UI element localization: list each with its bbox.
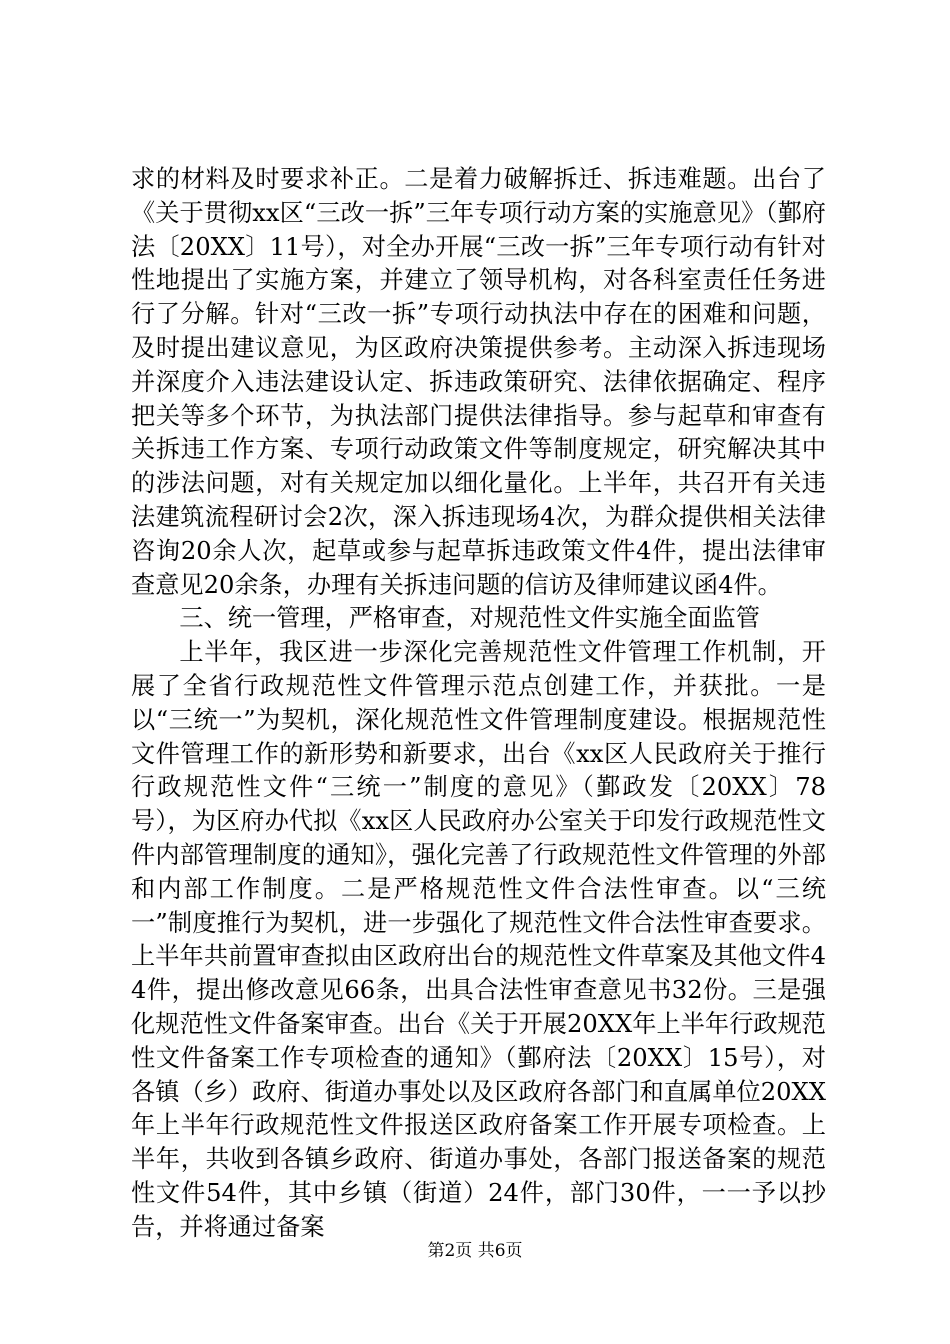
page-footer: 第2页 共6页 xyxy=(427,1241,523,1261)
section-heading: 三、统一管理，严格审查，对规范性文件实施全面监管 xyxy=(179,604,760,633)
paragraph-continuation: 求的材料及时要求补正。二是着力破解拆迁、拆违难题。出台了《关于贯彻xx区“三改一拆”三年专项行动方案的实施意见》（鄞府法〔20XX〕11号），对全办开展“三改一拆”三年专项行动有针对性地提出了实施方案，并建立了领导机构，对各科室责任任务进行了分解。针对“三改一拆”专项行动执法中存在的困难和问题，及时提出建议意见，为区政府决策提供参考。主动深入拆违现场并深度介入违法建设认定、拆违政策研究、法律依据确定、程序把关等多个环节，为执法部门提供法律指导。参与起草和审查有关拆违工作方案、专项行动政策文件等制度规定，研究解决其中的涉法问题，对有关规定加以细化量化。上半年，共召开有关违法建筑流程研讨会2次，深入拆违现场4次，为群众提供相关法律咨询20余人次，起草或参与起草拆违政策文件4件，提出法律审查意见20余条，办理有关拆违问题的信访及律师建议函4件。 xyxy=(131,165,826,599)
paragraph: 上半年，我区进一步深化完善规范性文件管理工作机制，开展了全省行政规范性文件管理示范点创建工作，并获批。一是以“三统一”为契机，深化规范性文件管理制度建设。根据规范性文件管理工作的新形势和新要求，出台《xx区人民政府关于推行行政规范性文件“三统一”制度的意见》（鄞政发〔20XX〕78号），为区府办代拟《xx区人民政府办公室关于印发行政规范性文件内部管理制度的通知》，强化完善了行政规范性文件管理的外部和内部工作制度。二是严格规范性文件合法性审查。以“三统一”制度推行为契机，进一步强化了规范性文件合法性审查要求。上半年共前置审查拟由区政府出台的规范性文件草案及其他文件44件，提出修改意见66条，出具合法性审查意见书32份。三是强化规范性文件备案审查。出台《关于开展20XX年上半年行政规范性文件备案工作专项检查的通知》（鄞府法〔20XX〕15号），对各镇（乡）政府、街道办事处以及区政府各部门和直属单位20XX年上半年行政规范性文件报送区政府备案工作开展专项检查。上半年，共收到各镇乡政府、街道办事处，各部门报送备案的规范性文件54件，其中乡镇（街道）24件，部门30件，一一予以抄告，并将通过备案 xyxy=(131,638,826,1241)
document-body xyxy=(131,163,826,1245)
